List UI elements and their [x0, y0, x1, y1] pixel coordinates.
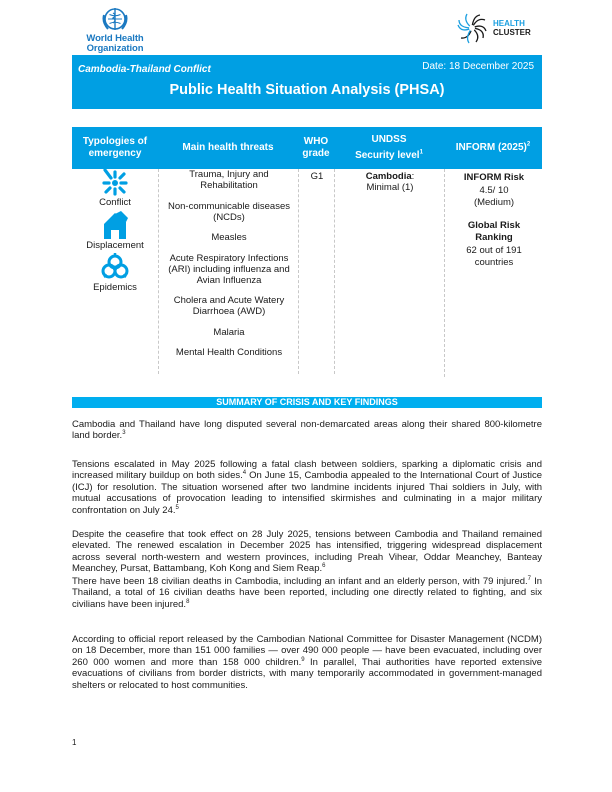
typology-label: Displacement	[86, 240, 144, 251]
paragraph-text: In parallel, Thai authorities have reported extensive evacuations of civilians from border districts, with many temporarily accommodated in government-managed shelters or relocated to host communities.	[72, 656, 542, 691]
inform-risk-value: 4.5/ 10	[479, 184, 509, 196]
banner-subtitle: Cambodia-Thailand Conflict	[78, 64, 211, 75]
summary-paragraph-4	[72, 576, 542, 610]
who-grade-column	[298, 169, 335, 374]
typology-conflict	[72, 169, 158, 208]
title-banner	[72, 55, 542, 109]
who-text-line2: Organization	[86, 43, 144, 54]
overview-table-header	[72, 127, 542, 169]
paragraph-text: Despite the ceasefire that took effect on 28 July 2025, tensions between Cambodia and Thailand remained elevated. The renewed escalation in December 2025 has intensified, triggering widespread displacement across several north-western and western provinces, including Preah Vihear, Oddar Meanchey, Banteay Meanchey, Pursat, Battambang, Koh Kong and Siem Reap.	[72, 529, 542, 575]
threat-item: Acute Respiratory Infections (ARI) including influenza and Avian Influenza	[168, 252, 290, 286]
inform-risk-level: (Medium)	[473, 197, 515, 208]
footnote-ref-2[interactable]: 2	[526, 141, 531, 148]
header-inform-wrap	[456, 142, 530, 154]
threats-column	[158, 169, 299, 374]
footnote-ref-4[interactable]: 4	[242, 470, 247, 477]
footnote-ref-3[interactable]: 3	[122, 430, 126, 437]
summary-paragraph-2	[72, 459, 542, 516]
page-title: Public Health Situation Analysis (PHSA)	[169, 82, 445, 98]
header-threats: Main health threats	[182, 142, 274, 153]
typology-label: Epidemics	[93, 282, 137, 293]
inform-column	[444, 169, 543, 377]
typologies-column	[72, 169, 158, 374]
threat-item: Non-communicable diseases (NCDs)	[168, 200, 290, 223]
typology-label: Conflict	[99, 197, 131, 208]
undss-value	[335, 169, 445, 193]
paragraph-text: Tensions escalated in May 2025 following a fatal clash between soldiers, sparking a diplomatic crisis and increased military buildup on both sides.	[72, 459, 542, 482]
footnote-ref-7[interactable]: 7	[527, 575, 532, 582]
summary-paragraph-1	[72, 419, 542, 442]
who-text-line1: World Health	[86, 33, 144, 44]
footnote-ref-6[interactable]: 6	[322, 563, 326, 570]
who-grade-value: G1	[310, 171, 324, 182]
header-who-grade: WHO grade	[302, 136, 330, 159]
header-inform	[444, 127, 542, 169]
threat-item: Trauma, Injury and Rehabilitation	[189, 169, 269, 191]
global-ranking-value: 62 out of 191 countries	[466, 244, 522, 268]
inform-risk-label: INFORM Risk	[463, 172, 525, 183]
typology-epidemics	[72, 252, 158, 293]
paragraph-text: Cambodia and Thailand have long disputed several non-demarcated areas along their shared 800-kilometre land border.	[72, 419, 542, 442]
who-logo	[80, 4, 150, 54]
undss-level: : Minimal (1)	[366, 171, 415, 193]
threat-item: Mental Health Conditions	[175, 347, 283, 358]
displacement-icon	[101, 210, 129, 240]
overview-table-body	[72, 169, 542, 374]
threat-item: Measles	[211, 232, 247, 243]
biohazard-icon	[100, 252, 130, 282]
health-cluster-text-line2: CLUSTER	[493, 28, 531, 37]
paragraph-text: In Thailand, a total of 16 civilian deaths have been reported, including one directly related to fighting, and six civilians have been injured.	[72, 576, 543, 610]
global-ranking-label: Global Risk Ranking	[467, 219, 521, 243]
paragraph-text: There have been 18 civilian deaths in Cambodia, including an infant and an elderly person, with 79 injured.	[72, 576, 528, 587]
health-cluster-logo	[455, 10, 545, 46]
report-date: Date: 18 December 2025	[422, 61, 534, 72]
page-number: 1	[72, 738, 77, 747]
header-typologies: Typologies of emergency	[82, 136, 148, 159]
footnote-ref-9[interactable]: 9	[301, 656, 305, 663]
paragraph-text: According to official report released by the Cambodian National Committee for Disaster Management (NCDM) on 18 December, more than 151 000 families — over 490 000 people — have been evacuated, including over 260 000 women and more than 158 000 children.	[72, 634, 542, 668]
header-inform-label: INFORM (2025)	[455, 142, 527, 153]
summary-paragraph-3	[72, 529, 542, 575]
health-cluster-swirl-icon	[455, 11, 489, 45]
conflict-icon	[101, 169, 129, 197]
who-emblem-icon	[100, 4, 130, 34]
footnote-ref-1[interactable]: 1	[419, 149, 423, 156]
threat-item: Cholera and Acute Watery Diarrhoea (AWD)	[173, 295, 285, 317]
footnote-ref-5[interactable]: 5	[175, 504, 179, 511]
summary-heading: SUMMARY OF CRISIS AND KEY FINDINGS	[72, 397, 542, 408]
summary-paragraph-5	[72, 634, 542, 691]
paragraph-text: On June 15, Cambodia appealed to the International Court of Justice (ICJ) for resolution. The situation worsened after two landmine incidents injured Thai soldiers in July, with mutual accusations of provocation leading to intensified skirmishes and culminating in a major military confrontation on July 24.	[72, 470, 543, 516]
header-undss	[334, 127, 444, 169]
undss-country: Cambodia	[365, 171, 412, 182]
header-undss-bottom: Security level	[355, 150, 420, 161]
typology-displacement	[72, 210, 158, 251]
threat-item: Malaria	[213, 326, 245, 338]
undss-column	[334, 169, 445, 374]
footnote-ref-8[interactable]: 8	[186, 598, 190, 605]
health-cluster-text-line1: HEALTH	[493, 19, 525, 28]
header-undss-top: UNDSS	[371, 134, 407, 145]
header-undss-bottom-wrap	[355, 150, 423, 162]
